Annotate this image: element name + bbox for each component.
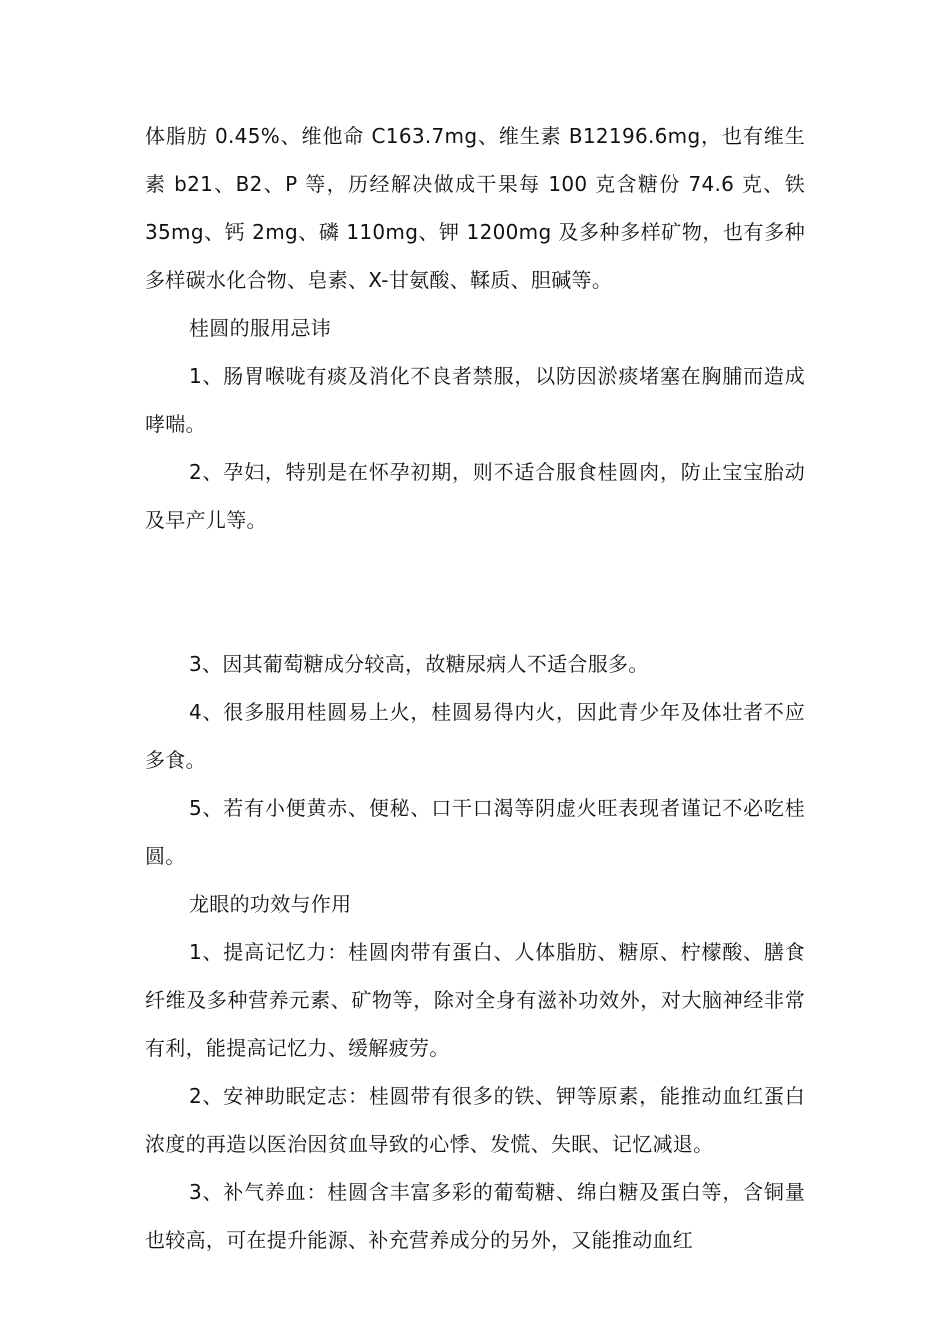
paragraph-nutrition: 体脂肪 0.45%、维他命 C163.7mg、维生素 B12196.6mg，也有维生素 b21、B2、P 等，历经解决做成干果每 100 克含糖份 74.6 克、铁 35mg、钙 2mg、磷 110mg、钾 1200mg 及多种多样矿物，也有多种多样碳水化合物、皂素、X-甘氨酸、鞣质、胆碱等。 <box>145 124 805 292</box>
paragraph-taboo-5: 5、若有小便黄赤、便秘、口干口渴等阴虚火旺表现者谨记不必吃桂圆。 <box>145 796 805 868</box>
document-body <box>145 112 805 1264</box>
page-gap <box>145 544 805 640</box>
paragraph-taboo-3: 3、因其葡萄糖成分较高，故糖尿病人不适合服多。 <box>189 652 649 676</box>
paragraph-taboo-1: 1、肠胃喉咙有痰及消化不良者禁服，以防因淤痰堵塞在胸脯而造成哮喘。 <box>145 364 805 436</box>
paragraph-taboo-4: 4、很多服用桂圆易上火，桂圆易得内火，因此青少年及体壮者不应多食。 <box>145 700 805 772</box>
paragraph-taboo-2: 2、孕妇，特别是在怀孕初期，则不适合服食桂圆肉，防止宝宝胎动及早产儿等。 <box>145 460 805 532</box>
heading-effects: 龙眼的功效与作用 <box>189 892 352 916</box>
heading-taboos: 桂圆的服用忌讳 <box>189 316 332 340</box>
paragraph-effect-2: 2、安神助眠定志：桂圆带有很多的铁、钾等原素，能推动血红蛋白浓度的再造以医治因贫血导致的心悸、发慌、失眠、记忆减退。 <box>145 1084 805 1156</box>
paragraph-effect-3: 3、补气养血：桂圆含丰富多彩的葡萄糖、绵白糖及蛋白等，含铜量也较高，可在提升能源、补充营养成分的另外，又能推动血红 <box>145 1180 805 1252</box>
paragraph-effect-1: 1、提高记忆力：桂圆肉带有蛋白、人体脂肪、糖原、柠檬酸、膳食纤维及多种营养元素、矿物等，除对全身有滋补功效外，对大脑神经非常有利，能提高记忆力、缓解疲劳。 <box>145 940 805 1060</box>
